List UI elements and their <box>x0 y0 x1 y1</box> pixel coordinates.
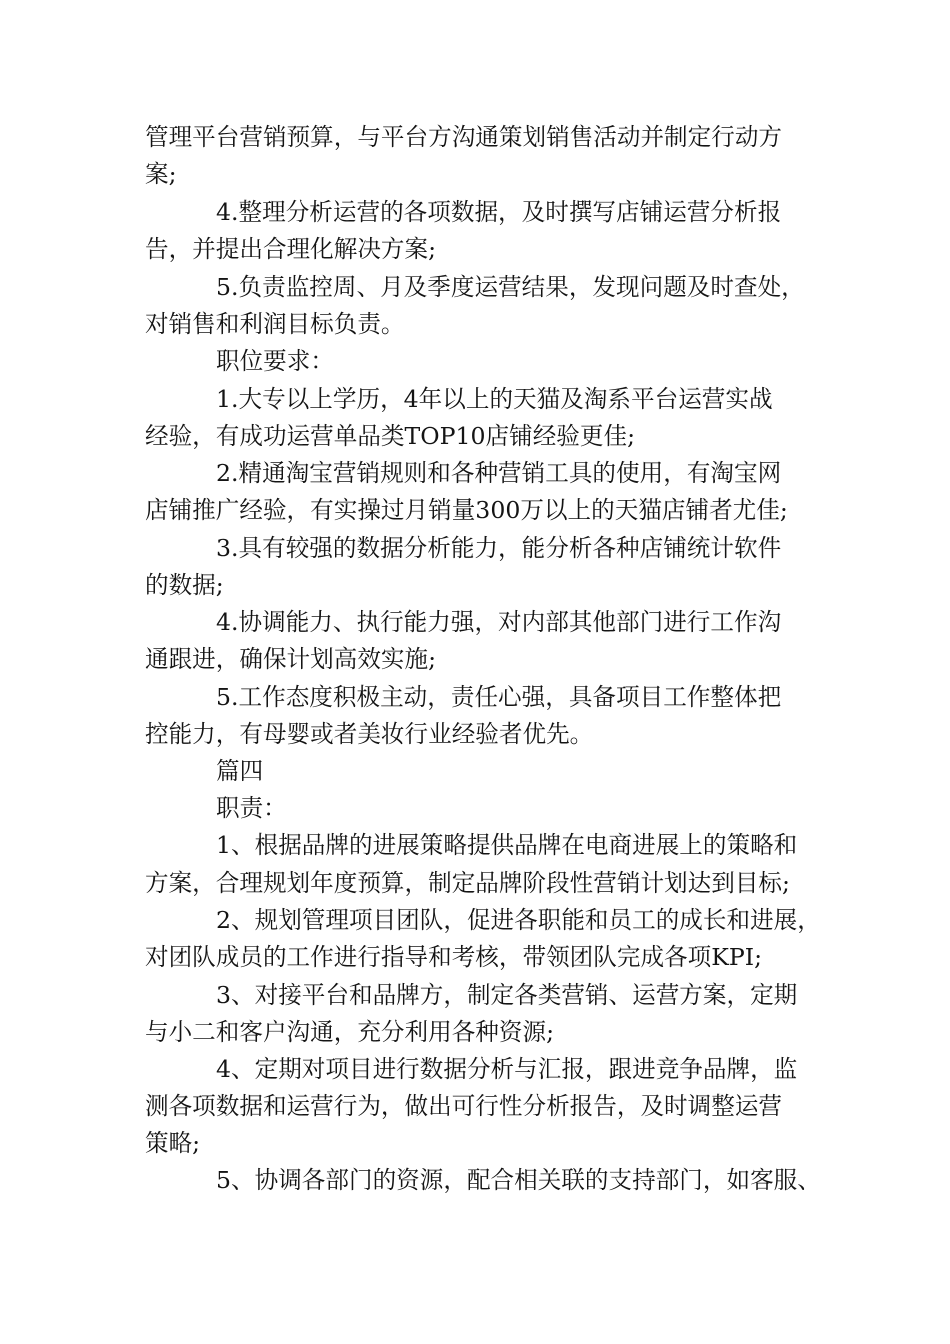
text-line: 4.协调能力、执行能力强，对内部其他部门进行工作沟 <box>216 608 782 636</box>
text-line: 告，并提出合理化解决方案; <box>145 235 437 263</box>
text-line: 店铺推广经验，有实操过月销量300万以上的天猫店铺者尤佳; <box>145 496 788 524</box>
text-line: 2、规划管理项目团队，促进各职能和员工的成长和进展， <box>216 906 821 934</box>
text-line: 2.精通淘宝营销规则和各种营销工具的使用，有淘宝网 <box>216 459 782 487</box>
text-line: 5.工作态度积极主动，责任心强，具备项目工作整体把 <box>216 683 782 711</box>
text-line: 方案，合理规划年度预算，制定品牌阶段性营销计划达到目标; <box>145 869 790 897</box>
text-line: 1、根据品牌的进展策略提供品牌在电商进展上的策略和 <box>216 831 798 859</box>
text-line: 管理平台营销预算，与平台方沟通策划销售活动并制定行动方 <box>145 123 783 151</box>
text-line: 通跟进，确保计划高效实施; <box>145 645 437 673</box>
section-heading: 篇四 <box>216 757 264 785</box>
section-heading: 职位要求： <box>216 347 334 375</box>
text-line: 5.负责监控周、月及季度运营结果，发现问题及时查处， <box>216 273 805 301</box>
text-line: 控能力，有母婴或者美妆行业经验者优先。 <box>145 720 594 748</box>
text-line: 3、对接平台和品牌方，制定各类营销、运营方案，定期 <box>216 981 798 1009</box>
text-line: 的数据; <box>145 571 224 599</box>
text-line: 测各项数据和运营行为，做出可行性分析报告，及时调整运营 <box>145 1092 783 1120</box>
text-line: 与小二和客户沟通，充分利用各种资源; <box>145 1018 555 1046</box>
text-line: 经验，有成功运营单品类TOP10店铺经验更佳; <box>145 422 636 450</box>
text-line: 对团队成员的工作进行指导和考核，带领团队完成各项KPI; <box>145 943 763 971</box>
text-line: 4、定期对项目进行数据分析与汇报，跟进竞争品牌，监 <box>216 1055 798 1083</box>
section-heading: 职责： <box>216 794 287 822</box>
text-line: 1.大专以上学历，4年以上的天猫及淘系平台运营实战 <box>216 385 773 413</box>
text-line: 4.整理分析运营的各项数据，及时撰写店铺运营分析报 <box>216 198 782 226</box>
text-line: 5、协调各部门的资源，配合相关联的支持部门，如客服、 <box>216 1166 821 1194</box>
text-line: 3.具有较强的数据分析能力，能分析各种店铺统计软件 <box>216 534 782 562</box>
text-line: 案; <box>145 160 177 188</box>
text-line: 策略; <box>145 1129 201 1157</box>
text-line: 对销售和利润目标负责。 <box>145 310 405 338</box>
